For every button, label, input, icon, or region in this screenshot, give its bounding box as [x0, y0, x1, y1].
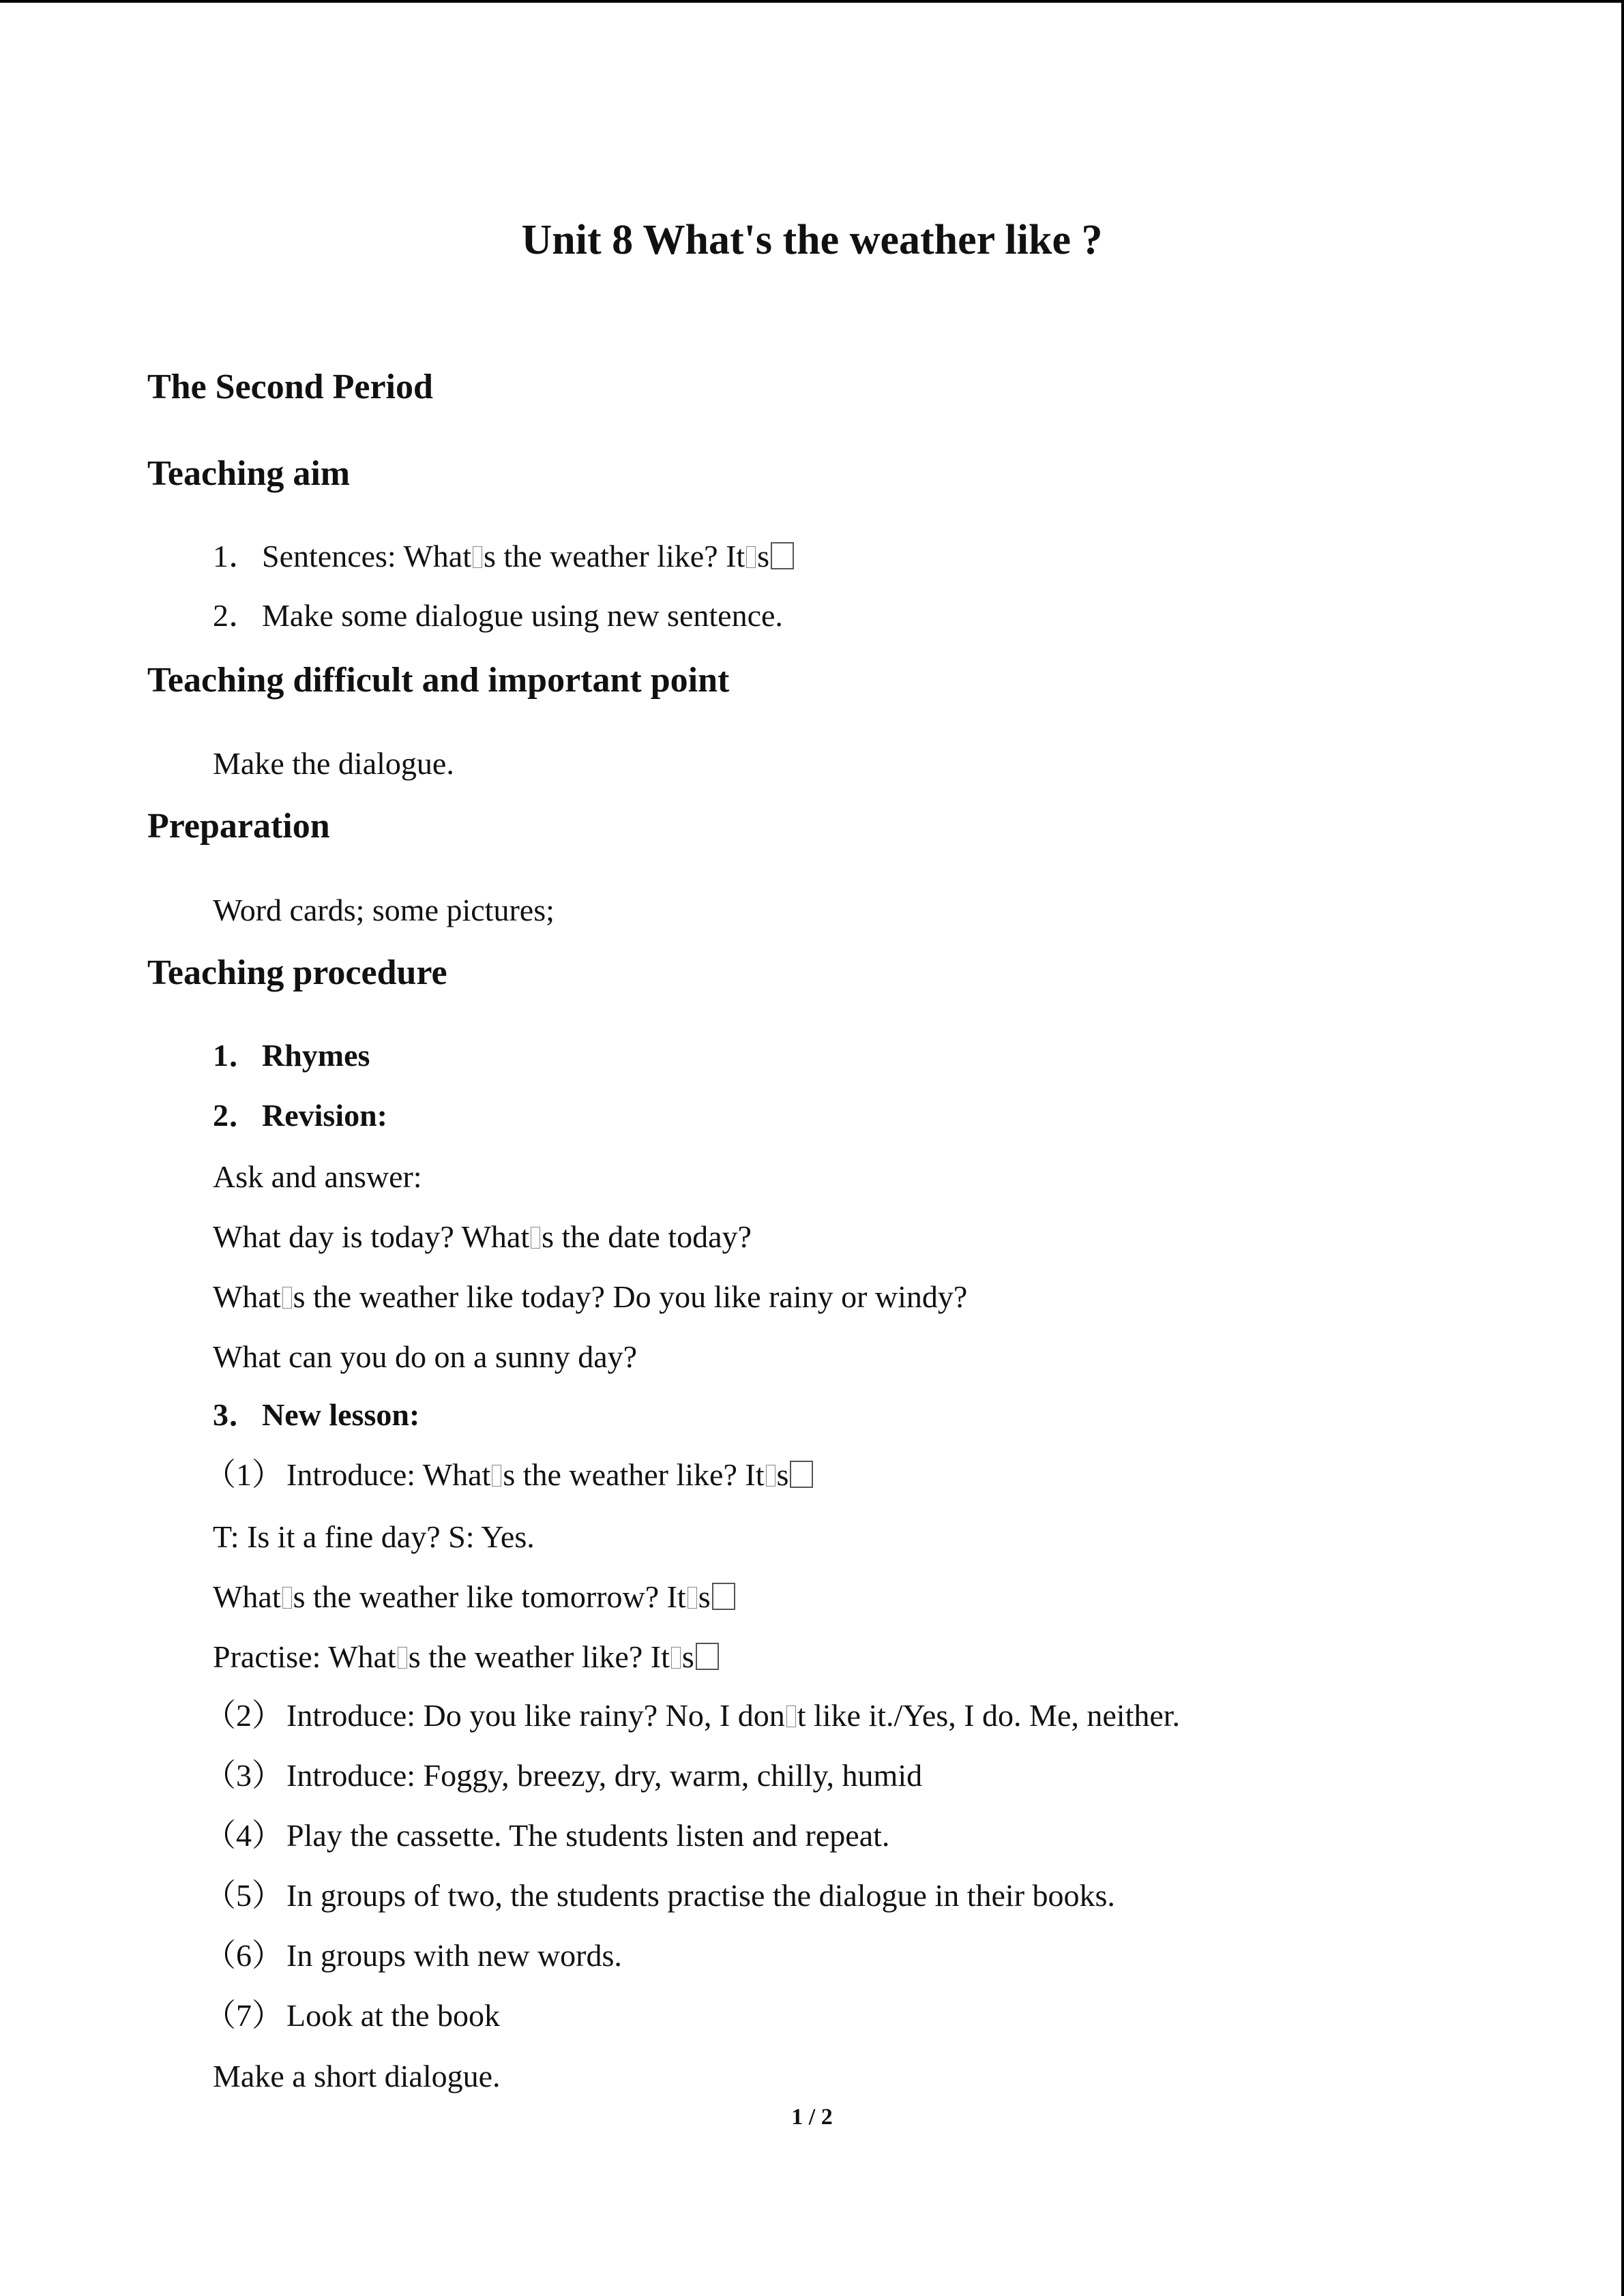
- aim-item-text: s: [757, 539, 770, 573]
- missing-glyph-box-icon: [790, 1461, 813, 1488]
- procedure-step-2: [213, 1095, 387, 1136]
- page-number: 1 / 2: [791, 2104, 833, 2130]
- missing-glyph-icon: [282, 1287, 292, 1309]
- line-text: s the weather like? It: [408, 1639, 670, 1674]
- new-lesson-item-2: [205, 1695, 1180, 1736]
- step-label: Revision:: [262, 1098, 387, 1133]
- line-text: What day is today? What: [213, 1219, 530, 1254]
- aim-item-number: 2．: [213, 598, 260, 633]
- item-number: （6）: [205, 1938, 283, 1973]
- missing-glyph-icon: [688, 1587, 697, 1609]
- aim-item-text: s the weather like? It: [484, 539, 745, 573]
- line-text: In groups of two, the students practise the dialogue in their books.: [286, 1878, 1115, 1913]
- line-text: What: [213, 1279, 281, 1314]
- line-text: Introduce: Foggy, breezy, dry, warm, chilly, humid: [286, 1758, 923, 1793]
- heading-teaching-procedure: Teaching procedure: [147, 953, 447, 992]
- line-text: s the weather like today? Do you like rainy or windy?: [293, 1279, 968, 1314]
- difficult-text: Make the dialogue.: [213, 746, 454, 781]
- missing-glyph-icon: [746, 546, 756, 568]
- missing-glyph-icon: [786, 1705, 796, 1727]
- new-lesson-item-6: [205, 1935, 622, 1976]
- missing-glyph-icon: [282, 1587, 292, 1609]
- line-text: s: [681, 1639, 694, 1674]
- item-number: （7）: [205, 1998, 283, 2033]
- missing-glyph-box-icon: [696, 1643, 719, 1670]
- item-number: （3）: [205, 1758, 283, 1793]
- new-lesson-item-5: [205, 1875, 1115, 1916]
- missing-glyph-box-icon: [712, 1583, 735, 1610]
- missing-glyph-icon: [473, 546, 482, 568]
- tomorrow-line: [213, 1577, 735, 1617]
- missing-glyph-box-icon: [771, 542, 794, 569]
- item-number: （4）: [205, 1818, 283, 1853]
- aim-item-2: [213, 595, 783, 636]
- line-text: Play the cassette. The students listen and repeat.: [286, 1818, 890, 1853]
- missing-glyph-icon: [671, 1647, 681, 1669]
- heading-teaching-aim: Teaching aim: [147, 454, 351, 493]
- procedure-step-3: [213, 1395, 419, 1435]
- line-text: s the date today?: [542, 1219, 752, 1254]
- step-number: 2．: [213, 1098, 260, 1133]
- step-label: New lesson:: [262, 1397, 420, 1432]
- line-text: Introduce: What: [286, 1457, 491, 1492]
- document-title: Unit 8 What's the weather like ?: [521, 217, 1103, 263]
- new-lesson-item-3: [205, 1755, 922, 1796]
- preparation-text: Word cards; some pictures;: [213, 893, 555, 927]
- line-text: s: [698, 1579, 711, 1614]
- page-top-border: [0, 0, 1624, 3]
- item-number: （2）: [205, 1698, 283, 1733]
- page-right-border: [1621, 0, 1624, 2296]
- line-text: Practise: What: [213, 1639, 396, 1674]
- aim-item-1: [213, 536, 794, 577]
- new-lesson-item-7: [205, 1995, 500, 2036]
- aim-item-text: Make some dialogue using new sentence.: [262, 598, 783, 633]
- ask-and-answer: Ask and answer:: [213, 1159, 422, 1194]
- missing-glyph-icon: [531, 1227, 540, 1249]
- step-number: 3．: [213, 1397, 260, 1432]
- step-number: 1．: [213, 1038, 260, 1073]
- revision-question-1: [213, 1217, 752, 1257]
- line-text: Introduce: Do you like rainy? No, I don: [286, 1698, 785, 1733]
- revision-question-2: [213, 1277, 967, 1317]
- missing-glyph-icon: [398, 1647, 407, 1669]
- line-text: s: [776, 1457, 789, 1492]
- heading-difficult-point: Teaching difficult and important point: [147, 661, 730, 700]
- short-dialogue-line: Make a short dialogue.: [213, 2059, 501, 2093]
- revision-question-3: What can you do on a sunny day?: [213, 1339, 638, 1374]
- aim-item-text: Sentences: What: [262, 539, 471, 573]
- heading-preparation: Preparation: [147, 807, 330, 846]
- item-number: （1）: [205, 1457, 283, 1492]
- procedure-step-1: [213, 1035, 370, 1076]
- aim-item-number: 1．: [213, 539, 260, 573]
- new-lesson-item-4: [205, 1815, 889, 1856]
- item-number: （5）: [205, 1878, 283, 1913]
- teacher-student-line: T: Is it a fine day? S: Yes.: [213, 1519, 535, 1554]
- heading-second-period: The Second Period: [147, 368, 433, 406]
- missing-glyph-icon: [766, 1465, 776, 1487]
- line-text: Look at the book: [286, 1998, 500, 2033]
- step-label: Rhymes: [262, 1038, 370, 1073]
- practise-line: [213, 1637, 719, 1678]
- new-lesson-item-1: [205, 1455, 813, 1495]
- line-text: t like it./Yes, I do. Me, neither.: [797, 1698, 1181, 1733]
- line-text: s the weather like? It: [503, 1457, 765, 1492]
- missing-glyph-icon: [492, 1465, 501, 1487]
- line-text: s the weather like tomorrow? It: [293, 1579, 686, 1614]
- line-text: What: [213, 1579, 281, 1614]
- line-text: In groups with new words.: [286, 1938, 622, 1973]
